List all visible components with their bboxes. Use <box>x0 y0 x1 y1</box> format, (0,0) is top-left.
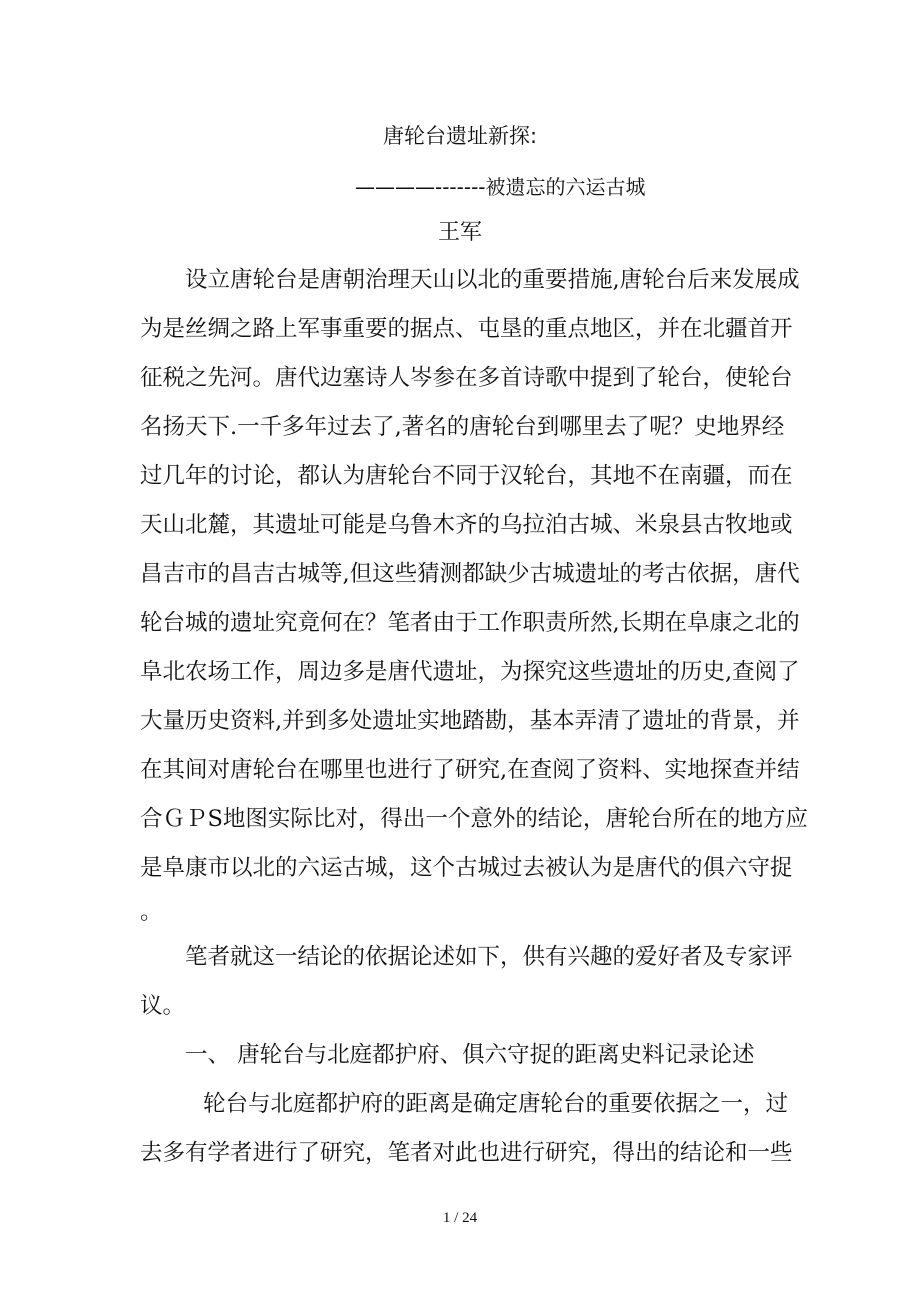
body-line: 为是丝绸之路上军事重要的据点、屯垦的重点地区，并在北疆首开 <box>140 316 793 342</box>
body-line: 大量历史资料,并到多处遗址实地踏勘，基本弄清了遗址的背景，并 <box>140 708 800 734</box>
body-line: 名扬天下.一千多年过去了,著名的唐轮台到哪里去了呢？史地界经 <box>140 414 785 440</box>
body-line: 征税之先河。唐代边塞诗人岑参在多首诗歌中提到了轮台，使轮台 <box>140 365 793 391</box>
body-line: 。 <box>140 899 163 925</box>
body-line: 天山北麓，其遗址可能是乌鲁木齐的乌拉泊古城、米泉县古牧地或 <box>140 512 793 538</box>
document-subtitle: ————-------被遗忘的六运古城 <box>355 175 646 199</box>
body-line: 轮台城的遗址究竟何在？笔者由于工作职责所然,长期在阜康之北的 <box>140 610 800 636</box>
page-number: 1 / 24 <box>442 1210 478 1226</box>
body-line: 去多有学者进行了研究，笔者对此也进行研究，得出的结论和一些 <box>140 1140 793 1166</box>
body-line: 昌吉市的昌吉古城等,但这些猜测都缺少古城遗址的考古依据，唐代 <box>140 561 800 587</box>
body-line: 合ＧＰS地图实际比对，得出一个意外的结论，唐轮台所在的地方应 <box>140 806 808 832</box>
body-line: 设立唐轮台是唐朝治理天山以北的重要措施,唐轮台后来发展成 <box>185 267 800 293</box>
body-line: 轮台与北庭都护府的距离是确定唐轮台的重要依据之一，过 <box>203 1091 789 1117</box>
section-heading: 一、 唐轮台与北庭都护府、俱六守捉的距离史料记录论述 <box>185 1042 755 1068</box>
body-line: 阜北农场工作，周边多是唐代遗址，为探究这些遗址的历史,查阅了 <box>140 659 800 685</box>
body-line: 在其间对唐轮台在哪里也进行了研究,在查阅了资料、实地探查并结 <box>140 757 800 783</box>
body-line: 笔者就这一结论的依据论述如下，供有兴趣的爱好者及专家评 <box>185 944 793 970</box>
author-name: 王军 <box>437 220 482 245</box>
body-line: 议。 <box>140 993 186 1019</box>
body-line: 是阜康市以北的六运古城，这个古城过去被认为是唐代的俱六守捉 <box>140 855 793 881</box>
body-line: 过几年的讨论，都认为唐轮台不同于汉轮台，其地不在南疆，而在 <box>140 463 793 489</box>
document-title: 唐轮台遗址新探: <box>382 124 538 148</box>
